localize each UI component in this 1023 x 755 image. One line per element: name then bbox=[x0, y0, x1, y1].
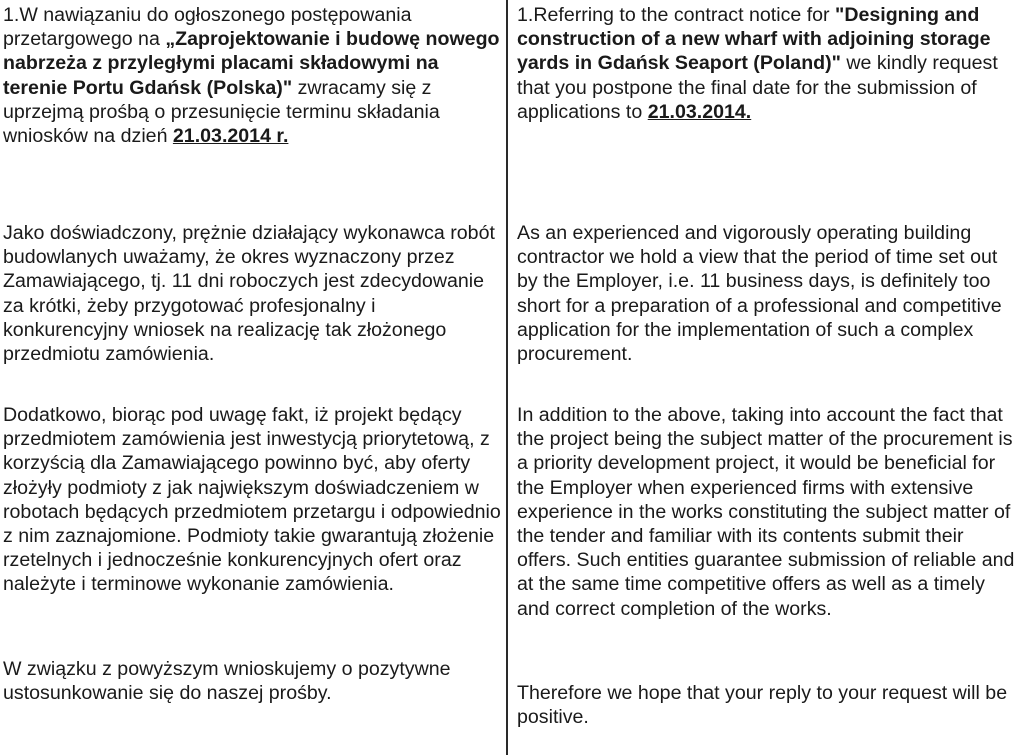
polish-paragraph-3: Dodatkowo, biorąc pod uwagę fakt, iż projekt będący przedmiotem zamówienia jest inwestycją priorytetową, z korzyścią dla Zamawiającego powinno być, aby oferty złożyły podmioty z jak największym doświadczeniem w robotach będących przedmiotem przetargu i odpowiednio z nim zaznajomione. Podmioty takie gwarantują złożenie rzetelnych i jednocześnie konkurencyjnych ofert oraz należyte i terminowe wykonanie zamówienia. bbox=[3, 404, 501, 596]
english-paragraph-1 bbox=[517, 3, 1021, 124]
polish-p1-tender-title: „Zaprojektowanie i budowę nowego nabrzeża z przyległymi placami składowymi na terenie Portu Gdańsk (Polska)" bbox=[3, 28, 500, 99]
english-paragraph-3: In addition to the above, taking into account the fact that the project being the subject matter of the procurement is a priority development project, it would be beneficial for the Employer when experienced firms with extensive experience in the works constituting the subject matter of the tender and familiar with its contents submit their offers. Such entities guarantee submission of reliable and at the same time competitive offers as well as a timely and correct completion of the works. bbox=[517, 404, 1015, 620]
polish-p1-lead: 1.W nawiązaniu do ogłoszonego postępowania przetargowego na bbox=[3, 4, 412, 51]
column-divider bbox=[506, 0, 508, 755]
english-p1-lead: 1.Referring to the contract notice for bbox=[517, 4, 836, 26]
polish-paragraph-1 bbox=[3, 3, 502, 148]
english-p1-request: we kindly request that you postpone the final date for the submission of applications to bbox=[517, 52, 998, 123]
polish-p1-request: zwracamy się z uprzejmą prośbą o przesunięcie terminu składania wniosków na dzień bbox=[3, 76, 440, 148]
english-p1-date: 21.03.2014. bbox=[647, 100, 752, 123]
english-paragraph-4: Therefore we hope that your reply to your request will be positive. bbox=[517, 682, 1008, 729]
polish-paragraph-4: W związku z powyższym wnioskujemy o pozytywne ustosunkowanie się do naszej prośby. bbox=[3, 658, 451, 705]
english-paragraph-2: As an experienced and vigorously operating building contractor we hold a view that the period of time set out by the Employer, i.e. 11 business days, is definitely too short for a preparation of a professional and competitive application for the implementation of such a complex procurement. bbox=[517, 222, 1002, 366]
polish-paragraph-2: Jako doświadczony, prężnie działający wykonawca robót budowlanych uważamy, że okres wyznaczony przez Zamawiającego, tj. 11 dni roboczych jest zdecydowanie za krótki, żeby przygotować profesjonalny i konkurencyjny wniosek na realizację tak złożonego przedmiotu zamówienia. bbox=[3, 222, 495, 366]
english-p1-tender-title: "Designing and construction of a new wharf with adjoining storage yards in Gdańsk Seaport (Poland)" bbox=[517, 4, 991, 75]
polish-p1-date: 21.03.2014 r. bbox=[172, 125, 289, 148]
